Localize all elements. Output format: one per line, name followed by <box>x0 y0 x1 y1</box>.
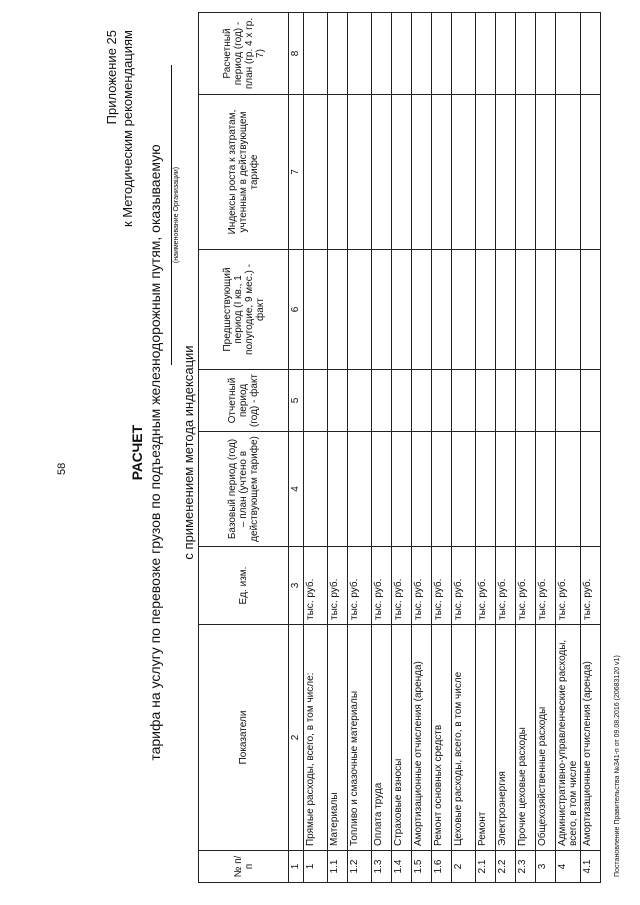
header-cell: Ед. изм. <box>199 547 289 625</box>
tariff-calculation-table <box>198 12 601 883</box>
row-unit: тыс. руб. <box>476 547 496 625</box>
table-row <box>412 13 432 883</box>
calculated-period-value <box>328 13 348 95</box>
column-number: 5 <box>289 370 304 432</box>
previous-period-value <box>372 250 392 370</box>
base-period-value <box>412 432 432 547</box>
column-number: 6 <box>289 250 304 370</box>
row-indicator: Административно-управленческие расходы, всего, в том числе <box>556 625 581 851</box>
column-number: 2 <box>289 625 304 851</box>
base-period-value <box>372 432 392 547</box>
row-number: 4.1 <box>581 851 601 883</box>
row-number: 2.1 <box>476 851 496 883</box>
base-period-value <box>432 432 452 547</box>
previous-period-value <box>412 250 432 370</box>
row-number: 1.2 <box>348 851 372 883</box>
growth-index-value <box>304 95 328 250</box>
calculated-period-value <box>412 13 432 95</box>
table-row <box>536 13 556 883</box>
column-number: 4 <box>289 432 304 547</box>
row-indicator: Ремонт основных средств <box>432 625 452 851</box>
column-number: 7 <box>289 95 304 250</box>
row-unit: тыс. руб. <box>328 547 348 625</box>
organization-name-line <box>171 65 172 365</box>
title-line-2: тарифа на услугу по перевозке грузов по подъездным железнодорожным путям, оказываемую <box>147 144 163 761</box>
base-period-value <box>536 432 556 547</box>
header-cell: Отчетный период (год) - факт <box>199 370 289 432</box>
row-unit: тыс. руб. <box>452 547 476 625</box>
base-period-value <box>581 432 601 547</box>
base-period-value <box>452 432 476 547</box>
row-number: 2.2 <box>496 851 516 883</box>
growth-index-value <box>372 95 392 250</box>
row-unit: тыс. руб. <box>348 547 372 625</box>
row-number: 1 <box>304 851 328 883</box>
row-number: 1.5 <box>412 851 432 883</box>
calculated-period-value <box>392 13 412 95</box>
row-indicator: Топливо и смазочные материалы <box>348 625 372 851</box>
calculated-period-value <box>432 13 452 95</box>
growth-index-value <box>328 95 348 250</box>
growth-index-value <box>412 95 432 250</box>
previous-period-value <box>348 250 372 370</box>
row-unit: тыс. руб. <box>516 547 536 625</box>
row-number: 1.4 <box>392 851 412 883</box>
growth-index-value <box>516 95 536 250</box>
reporting-period-value <box>496 370 516 432</box>
base-period-value <box>496 432 516 547</box>
previous-period-value <box>496 250 516 370</box>
row-indicator: Ремонт <box>476 625 496 851</box>
table-row <box>496 13 516 883</box>
calculated-period-value <box>304 13 328 95</box>
previous-period-value <box>536 250 556 370</box>
previous-period-value <box>328 250 348 370</box>
header-cell: Показатели <box>199 625 289 851</box>
row-number: 1.3 <box>372 851 392 883</box>
reporting-period-value <box>304 370 328 432</box>
row-indicator: Оплата труда <box>372 625 392 851</box>
appendix-line-1: Приложение 25 <box>104 30 119 125</box>
row-indicator: Общехозяйственные расходы <box>536 625 556 851</box>
row-number: 2.3 <box>516 851 536 883</box>
base-period-value <box>516 432 536 547</box>
header-cell: Предшествующий период (I кв., 1 полугодие, 9 мес.) - факт <box>199 250 289 370</box>
calculated-period-value <box>536 13 556 95</box>
row-unit: тыс. руб. <box>581 547 601 625</box>
table-row <box>556 13 581 883</box>
row-unit: тыс. руб. <box>432 547 452 625</box>
title-line-1: РАСЧЕТ <box>129 424 145 481</box>
header-row <box>199 13 289 883</box>
previous-period-value <box>432 250 452 370</box>
column-number: 8 <box>289 13 304 95</box>
calculated-period-value <box>581 13 601 95</box>
row-number: 2 <box>452 851 476 883</box>
table-row <box>304 13 328 883</box>
row-unit: тыс. руб. <box>556 547 581 625</box>
table-row <box>432 13 452 883</box>
row-indicator: Амортизационные отчисления (аренда) <box>581 625 601 851</box>
row-number: 1.6 <box>432 851 452 883</box>
organization-caption: (наименование Организации) <box>173 166 180 264</box>
header-cell: Расчетный период (год) - план (гр. 4 х гр. 7) <box>199 13 289 95</box>
reporting-period-value <box>412 370 432 432</box>
growth-index-value <box>581 95 601 250</box>
column-number: 1 <box>289 851 304 883</box>
row-unit: тыс. руб. <box>496 547 516 625</box>
calculated-period-value <box>476 13 496 95</box>
base-period-value <box>476 432 496 547</box>
calculated-period-value <box>348 13 372 95</box>
growth-index-value <box>536 95 556 250</box>
column-number-row <box>289 13 304 883</box>
row-unit: тыс. руб. <box>536 547 556 625</box>
reporting-period-value <box>348 370 372 432</box>
row-number: 4 <box>556 851 581 883</box>
reporting-period-value <box>536 370 556 432</box>
calculated-period-value <box>452 13 476 95</box>
growth-index-value <box>556 95 581 250</box>
row-unit: тыс. руб. <box>304 547 328 625</box>
document-title <box>128 0 164 905</box>
previous-period-value <box>452 250 476 370</box>
reporting-period-value <box>581 370 601 432</box>
header-cell: Индексы роста к затратам, учтенным в действующем тарифе <box>199 95 289 250</box>
growth-index-value <box>476 95 496 250</box>
header-cell: № п/п <box>199 851 289 883</box>
row-indicator: Прочие цеховые расходы <box>516 625 536 851</box>
growth-index-value <box>496 95 516 250</box>
reporting-period-value <box>328 370 348 432</box>
footer-note: Постановление Правительства №341-п от 09.08.2016 (20683120 v1) <box>614 655 621 877</box>
appendix-line-2: к Методическим рекомендациям <box>120 30 135 228</box>
base-period-value <box>392 432 412 547</box>
row-number: 3 <box>536 851 556 883</box>
table-row <box>452 13 476 883</box>
growth-index-value <box>348 95 372 250</box>
row-indicator: Электроэнергия <box>496 625 516 851</box>
reporting-period-value <box>476 370 496 432</box>
reporting-period-value <box>392 370 412 432</box>
calculated-period-value <box>516 13 536 95</box>
previous-period-value <box>392 250 412 370</box>
previous-period-value <box>476 250 496 370</box>
growth-index-value <box>392 95 412 250</box>
growth-index-value <box>452 95 476 250</box>
row-unit: тыс. руб. <box>372 547 392 625</box>
row-unit: тыс. руб. <box>412 547 432 625</box>
calculated-period-value <box>372 13 392 95</box>
calculated-period-value <box>556 13 581 95</box>
previous-period-value <box>516 250 536 370</box>
row-number: 1.1 <box>328 851 348 883</box>
previous-period-value <box>556 250 581 370</box>
table-row <box>392 13 412 883</box>
previous-period-value <box>581 250 601 370</box>
row-indicator: Амортизационные отчисления (аренда) <box>412 625 432 851</box>
reporting-period-value <box>556 370 581 432</box>
row-indicator: Прямые расходы, всего, в том числе: <box>304 625 328 851</box>
base-period-value <box>304 432 328 547</box>
row-indicator: Цеховые расходы, всего, в том числе <box>452 625 476 851</box>
reporting-period-value <box>432 370 452 432</box>
column-number: 3 <box>289 547 304 625</box>
table-row <box>328 13 348 883</box>
reporting-period-value <box>516 370 536 432</box>
row-indicator: Материалы <box>328 625 348 851</box>
calculated-period-value <box>496 13 516 95</box>
method-title: с применением метода индексации <box>181 345 196 560</box>
table-row <box>516 13 536 883</box>
reporting-period-value <box>372 370 392 432</box>
base-period-value <box>348 432 372 547</box>
header-cell: Базовый период (год) – план (учтено в действующем тарифе) <box>199 432 289 547</box>
reporting-period-value <box>452 370 476 432</box>
table-row <box>581 13 601 883</box>
previous-period-value <box>304 250 328 370</box>
row-indicator: Страховые взносы <box>392 625 412 851</box>
growth-index-value <box>432 95 452 250</box>
table-row <box>476 13 496 883</box>
base-period-value <box>328 432 348 547</box>
row-unit: тыс. руб. <box>392 547 412 625</box>
page-number: 58 <box>56 462 68 475</box>
table-row <box>348 13 372 883</box>
base-period-value <box>556 432 581 547</box>
table-row <box>372 13 392 883</box>
